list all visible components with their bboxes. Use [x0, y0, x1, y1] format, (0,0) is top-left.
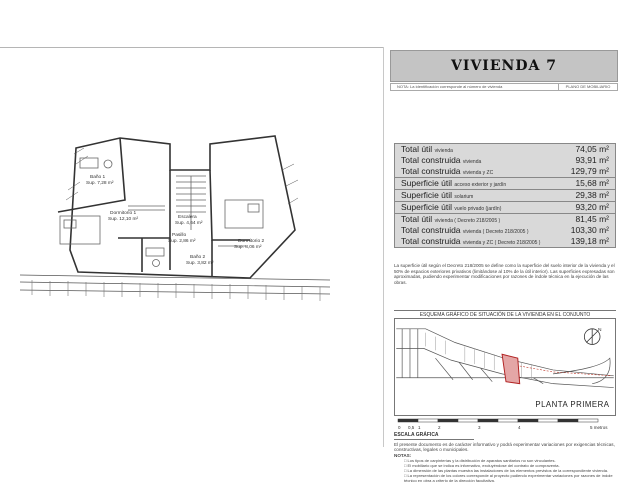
- row-label: [401, 155, 481, 165]
- room-dorm1-area: Sup. 12,10 m²: [108, 217, 139, 222]
- scale-segment: [558, 419, 578, 422]
- panel-divider: [383, 47, 384, 447]
- table-row: [395, 178, 615, 189]
- table-group: [395, 178, 615, 190]
- table-group: [395, 202, 615, 214]
- legal-intro: El presente documento es de carácter informativo y podrá experimentar variaciones por exigencias técnicas, constructivas, legales o municipales.: [394, 442, 615, 453]
- table-row: [395, 144, 615, 155]
- compass-label: N: [598, 327, 602, 333]
- table-row: [395, 202, 615, 213]
- row-label: [401, 214, 500, 224]
- note-item: □ El mobiliario que se indica es informativo, excluyéndose del contrato de compraventa.: [404, 463, 616, 468]
- row-label: [401, 166, 493, 176]
- scale-label: 0: [398, 425, 401, 430]
- room-escalera-name: Escalera: [178, 215, 197, 220]
- row-label-main: Total construida: [401, 155, 461, 165]
- page-title: VIVIENDA 7: [451, 58, 557, 74]
- table-row: [395, 236, 615, 247]
- scale-label: 4: [518, 425, 521, 430]
- row-label-suffix: vivienda y ZC: [462, 170, 494, 176]
- row-label-main: Total construida: [401, 166, 461, 176]
- scale-segment: [518, 419, 538, 422]
- note-left: NOTA: La identificación corresponde al número de vivienda: [391, 84, 559, 90]
- floor-plan: [20, 130, 360, 340]
- scale-segment: [498, 419, 518, 422]
- row-value: 74,05 m²: [575, 144, 609, 154]
- row-value: 129,79 m²: [570, 166, 609, 176]
- row-value: 93,20 m²: [575, 202, 609, 212]
- row-label-main: Total útil: [401, 144, 433, 154]
- row-label-suffix: acceso exterior y jardín: [454, 182, 507, 188]
- notas-label: NOTAS:: [394, 452, 412, 458]
- table-group: [395, 144, 615, 178]
- row-label-suffix: vivienda: [462, 159, 482, 165]
- table-row: [395, 225, 615, 236]
- row-label-main: Superficie útil: [401, 190, 453, 200]
- scale-segment: [478, 419, 498, 422]
- area-table: [394, 143, 616, 248]
- room-dorm1-name: Dormitorio 1: [110, 211, 137, 216]
- table-row: [395, 190, 615, 201]
- scale-segment: [538, 419, 558, 422]
- room-pasillo-area: Sup. 2,86 m²: [168, 239, 196, 244]
- row-label: [401, 202, 501, 212]
- row-value: 139,18 m²: [570, 236, 609, 246]
- row-label-suffix: vuelo privado (jardín): [454, 206, 502, 212]
- row-label-main: Total útil: [401, 214, 433, 224]
- row-label-suffix: solarium: [454, 194, 474, 200]
- note-item: □ La dimensión de las plantas muestra las instalaciones de los elementos previstos de la correspondiente vivienda.: [404, 468, 616, 473]
- scale-label: 3: [478, 425, 481, 430]
- unit-highlight: [502, 354, 520, 383]
- scale-bar: [394, 418, 616, 432]
- info-panel: [390, 50, 618, 483]
- room-dorm2-area: Sup. 8,06 m²: [234, 245, 262, 250]
- legal-notes: [394, 442, 616, 483]
- row-value: 81,45 m²: [575, 214, 609, 224]
- note-item: □ Los tipos de carpinterías y la distribución de aparatos sanitarios no son vinculantes.: [404, 458, 616, 463]
- scale-label: 1: [418, 425, 421, 430]
- table-row: [395, 214, 615, 225]
- row-label-suffix: vivienda ( Decreto 218/2005 ): [462, 229, 529, 235]
- scale-label: 2: [438, 425, 441, 430]
- notas-list: [394, 458, 616, 483]
- row-label-main: Superficie útil: [401, 178, 453, 188]
- row-label: [401, 178, 506, 188]
- row-label-suffix: vivienda: [434, 148, 453, 154]
- table-row: [395, 155, 615, 166]
- location-minimap: [394, 318, 616, 416]
- minimap-title: ESQUEMA GRÁFICO DE SITUACIÓN DE LA VIVIENDA EN EL CONJUNTO: [394, 310, 616, 318]
- row-label-suffix: vivienda ( Decreto 218/2005 ): [434, 218, 501, 224]
- row-value: 93,91 m²: [575, 155, 609, 165]
- title-box: [390, 50, 618, 82]
- room-pasillo-name: Pasillo: [172, 233, 187, 238]
- note-right: PLANO DE MOBILIARIO: [565, 84, 611, 89]
- row-value: 29,38 m²: [575, 190, 609, 200]
- room-bano2-name: Baño 2: [190, 255, 206, 260]
- room-bano2-area: Sup. 3,82 m²: [186, 261, 214, 266]
- scale-segment: [398, 419, 418, 422]
- room-bano1-area: Sup. 7,28 m²: [86, 181, 114, 186]
- row-label-main: Total construida: [401, 225, 461, 235]
- scale-segment: [418, 419, 438, 422]
- area-description: La superficie útil según el Decreto 218/2005 se define como la superficie del suelo interior de la vivienda y el 50% de espacios exteriores privativos (limitándose al 10% de la útil interior). Las superficies expresadas son aproximadas, pudiendo experimentar modificaciones por razones de índole técnica en la ejecución de las obras.: [394, 263, 615, 285]
- escala-label: ESCALA GRÁFICA: [394, 432, 439, 438]
- floor-label: PLANTA PRIMERA: [535, 400, 610, 410]
- row-label: [401, 225, 529, 235]
- scale-segment: [438, 419, 458, 422]
- table-group: [395, 214, 615, 247]
- row-label-suffix: vivienda y ZC ( Decreto 218/2005 ): [462, 240, 541, 246]
- room-bano1-name: Baño 1: [90, 175, 106, 180]
- top-rule: [0, 47, 383, 48]
- row-label-main: Superficie útil: [401, 202, 453, 212]
- scale-segment: [458, 419, 478, 422]
- escala-underline: [394, 439, 474, 440]
- row-label-main: Total construida: [401, 236, 461, 246]
- row-label: [401, 236, 540, 246]
- row-label: [401, 144, 453, 154]
- row-value: 15,68 m²: [575, 178, 609, 188]
- scale-label: 5 metros: [590, 425, 608, 430]
- note-item: □ La representación de los colores corresponde al proyecto pudiendo experimentar variaciones por razones de índole técnico en obra a criterio de la dirección facultativa.: [404, 473, 616, 483]
- note-row: [390, 83, 618, 91]
- row-value: 103,30 m²: [570, 225, 609, 235]
- scale-segment: [578, 419, 598, 422]
- row-label: [401, 190, 473, 200]
- table-group: [395, 190, 615, 202]
- room-escalera-area: Sup. 4,64 m²: [175, 221, 203, 226]
- room-dorm2-name: Dormitorio 2: [238, 239, 265, 244]
- table-row: [395, 166, 615, 177]
- scale-label: 0,5: [408, 425, 415, 430]
